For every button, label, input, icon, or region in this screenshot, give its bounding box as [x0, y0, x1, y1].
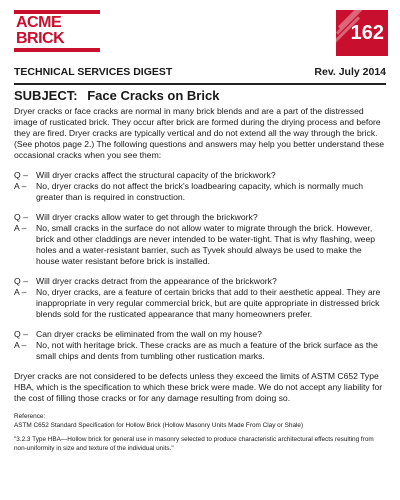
question — [14, 212, 386, 223]
question — [14, 276, 386, 287]
answer — [14, 181, 386, 203]
reference-text: ASTM C652 Standard Specification for Hollow Brick (Hollow Masonry Units Made From Clay or Shale) — [14, 421, 304, 429]
answer — [14, 287, 386, 320]
qa-item — [14, 276, 386, 320]
subject-heading — [14, 88, 219, 103]
header-divider — [14, 83, 386, 85]
document-body — [14, 106, 386, 453]
question-prefix: Q – — [14, 170, 28, 180]
question-text: Will dryer cracks allow water to get through the brickwork? — [36, 212, 258, 222]
question — [14, 329, 386, 340]
question-prefix: Q – — [14, 329, 28, 339]
answer — [14, 223, 386, 267]
subject-label: SUBJECT: — [14, 88, 78, 103]
answer-text: No, not with heritage brick. These cracks are as much a feature of the brick surface as the small chips and dents from tumbling other rustication marks. — [36, 340, 378, 361]
acme-brick-logo — [14, 10, 102, 52]
qa-item — [14, 212, 386, 267]
answer-prefix: A – — [14, 223, 27, 233]
digest-title: TECHNICAL SERVICES DIGEST — [14, 66, 173, 78]
logo-text-acme: ACME — [16, 14, 62, 31]
closing-paragraph: Dryer cracks are not considered to be defects unless they exceed the limits of ASTM C652 Type HBA, which is the specification to which these brick were made. We do not accept any liability for the cost of filling those cracks or for any damage resulting from doing so. — [14, 371, 383, 403]
answer-text: No, dryer cracks do not affect the brick's loadbearing capacity, which is normally much greater than is required in construction. — [36, 181, 364, 202]
answer-text: No, small cracks in the surface do not allow water to migrate through the brick. However, brick and other claddings are never intended to be water-tight. That is why flashing, weep holes and a water-resistant barrier, such as Tyvek should always be used to make the house water resistant before brick is installed. — [36, 223, 376, 266]
logo-text-brick: BRICK — [16, 30, 65, 47]
revision-date: Rev. July 2014 — [314, 66, 386, 78]
question-prefix: Q – — [14, 212, 28, 222]
question-prefix: Q – — [14, 276, 28, 286]
answer-text: No, dryer cracks, are a feature of certain bricks that add to their aesthetic appeal. They are inappropriate in very regular commercial brick, but are quite appropriate in distressed brick blends sold for the rusticated appearance that many homeowners prefer. — [36, 287, 381, 319]
question — [14, 170, 386, 181]
answer — [14, 340, 386, 362]
reference-quote: "3.2.3 Type HBA—Hollow brick for general use in masonry selected to produce characteristic architectural effects resulting from non-uniformity in size and texture of the individual units." — [14, 436, 374, 452]
answer-prefix: A – — [14, 340, 27, 350]
digest-number-badge — [336, 10, 388, 56]
digest-number: 162 — [350, 22, 384, 44]
question-text: Will dryer cracks detract from the appearance of the brickwork? — [36, 276, 277, 286]
intro-paragraph: Dryer cracks or face cracks are normal in many brick blends and are a part of the distressed image of rusticated brick. They occur after brick are formed during the drying process and before they are fired. Dryer cracks are typically vertical and do not extend all the way through the brick. (See photos page 2.) The following questions and answers may help you better understand these occasional cracks when you see them: — [14, 106, 385, 160]
subject-title: Face Cracks on Brick — [87, 88, 220, 103]
answer-prefix: A – — [14, 287, 27, 297]
question-text: Can dryer cracks be eliminated from the wall on my house? — [36, 329, 262, 339]
qa-item — [14, 170, 386, 203]
logo-rule-bottom — [14, 48, 100, 52]
qa-item — [14, 329, 386, 362]
digest-header-row — [14, 66, 386, 82]
reference-title: Reference: — [14, 413, 46, 420]
reference-block — [14, 413, 386, 453]
answer-prefix: A – — [14, 181, 27, 191]
question-text: Will dryer cracks affect the structural capacity of the brickwork? — [36, 170, 276, 180]
